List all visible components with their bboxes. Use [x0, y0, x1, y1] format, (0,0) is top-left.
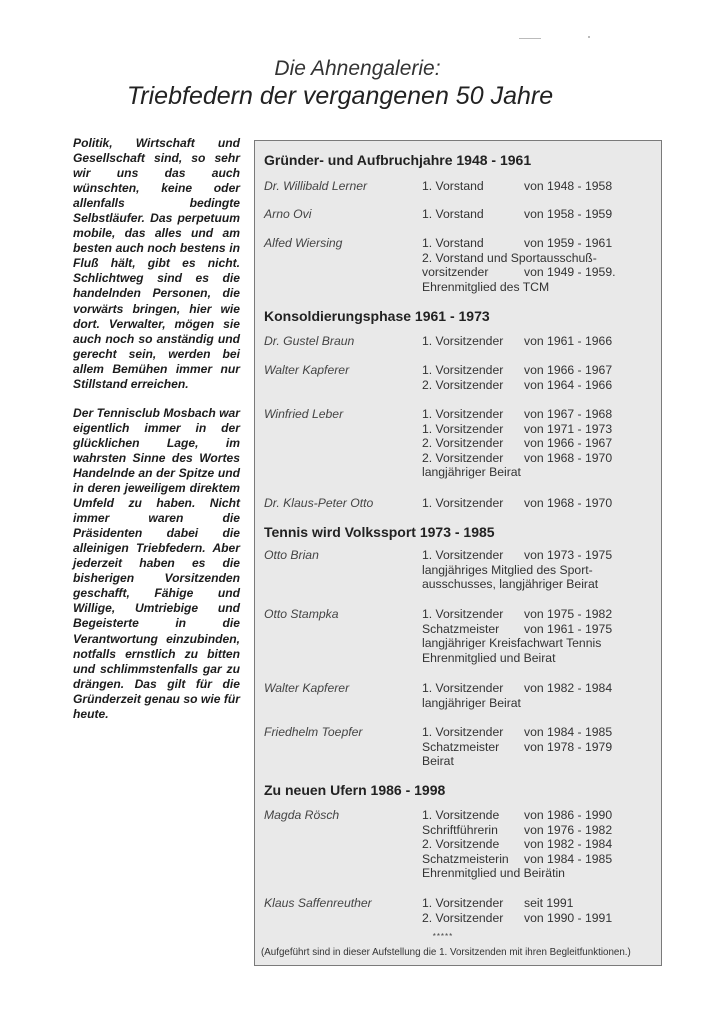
role-label: Ehrenmitglied des TCM [422, 279, 550, 294]
person-name: Arno Ovi [264, 207, 312, 221]
role-label: 1. Vorsitzender [422, 548, 504, 562]
person-name: Friedhelm Toepfer [264, 725, 363, 739]
person-name: Dr. Willibald Lerner [264, 179, 368, 193]
role-period: von 1982 - 1984 [524, 837, 613, 852]
role-period: von 1967 - 1968 [524, 407, 613, 421]
role-label: langjähriger Beirat [422, 465, 521, 480]
role-label: langjähriger Beirat [422, 695, 521, 710]
chronology-box [254, 140, 662, 966]
role-label: 1. Vorstand [422, 236, 484, 250]
role-label: 1. Vorsitzender [422, 363, 504, 377]
section-title: Tennis wird Volkssport 1973 - 1985 [264, 524, 495, 540]
role-period: von 1964 - 1966 [524, 377, 613, 392]
role-period: von 1986 - 1990 [524, 808, 613, 822]
role-label: 1. Vorsitzender [422, 421, 504, 436]
role-period: von 1966 - 1967 [524, 436, 613, 451]
person-name: Magda Rösch [264, 808, 340, 822]
role-period: von 1984 - 1985 [524, 725, 613, 739]
role-label: Schatzmeister [422, 739, 500, 754]
page-subtitle: Die Ahnengalerie: [274, 57, 441, 80]
role-period: von 1971 - 1973 [524, 421, 613, 436]
scan-mark [588, 36, 590, 38]
role-label: Schatzmeisterin [422, 851, 509, 866]
role-period: von 1973 - 1975 [524, 548, 613, 562]
role-label: langjähriges Mitglied des Sport- [422, 562, 593, 577]
role-label: Schatzmeister [422, 621, 500, 636]
person-name: Otto Brian [264, 548, 319, 562]
role-period: von 1976 - 1982 [524, 822, 613, 837]
person-name: Klaus Saffenreuther [264, 896, 372, 910]
footnote: (Aufgeführt sind in dieser Aufstellung die 1. Vorsitzenden mit ihren Begleitfunktionen.) [261, 947, 631, 958]
role-label: Ehrenmitglied und Beirat [422, 650, 556, 665]
role-label: ausschusses, langjähriger Beirat [422, 577, 599, 592]
person-name: Walter Kapferer [264, 363, 350, 377]
role-label: 2. Vorstand und Sportausschuß- [422, 250, 597, 265]
role-period: von 1984 - 1985 [524, 851, 613, 866]
role-label: vorsitzender [422, 265, 489, 280]
role-label: langjähriger Kreisfachwart Tennis [422, 636, 602, 651]
role-label: 1. Vorsitzender [422, 896, 504, 910]
role-label: 2. Vorsitzende [422, 837, 500, 852]
person-name: Winfried Leber [264, 407, 344, 421]
role-label: 1. Vorsitzender [422, 407, 504, 421]
role-label: 1. Vorstand [422, 207, 484, 221]
section-title: Konsoldierungsphase 1961 - 1973 [264, 308, 490, 324]
role-label: 1. Vorsitzender [422, 334, 504, 348]
person-name: Dr. Gustel Braun [264, 334, 355, 348]
person-name: Walter Kapferer [264, 681, 350, 695]
role-label: Beirat [422, 754, 454, 769]
role-period: von 1961 - 1966 [524, 334, 613, 348]
role-label: 2. Vorsitzender [422, 450, 504, 465]
role-label: 1. Vorsitzende [422, 808, 500, 822]
role-label: 1. Vorsitzender [422, 607, 504, 621]
role-label: 1. Vorsitzender [422, 496, 504, 510]
role-label: Schriftführerin [422, 822, 498, 837]
scan-mark [519, 38, 541, 39]
separator-stars: ***** [432, 932, 454, 941]
intro-text [73, 136, 240, 736]
section-title: Gründer- und Aufbruchjahre 1948 - 1961 [264, 152, 532, 168]
intro-paragraph: Der Tennisclub Mosbach war eigentlich immer in der glücklichen Lage, im wahrsten Sinne des Wortes Handelnde an der Spitze und in deren jeweiligem direktem Umfeld zu haben. Nicht immer waren die Präsidenten dabei die alleinigen Triebfedern. Aber jederzeit haben es die bisherigen Vorsitzenden geschafft, Fähige und Willige, Umtriebige und Begeisterte in die Verantwortung einzubinden, notfalls ernstlich zu bitten und schlimmstenfalls gar zu drängen. Das gilt für die Gründerzeit genau so wie für heute. [73, 405, 240, 721]
role-period: von 1961 - 1975 [524, 621, 613, 636]
person-name: Alfed Wiersing [264, 236, 343, 250]
role-period: von 1958 - 1959 [524, 207, 613, 221]
role-label: 2. Vorsitzender [422, 377, 504, 392]
person-name: Otto Stampka [264, 607, 339, 621]
role-label: Ehrenmitglied und Beirätin [422, 866, 565, 881]
role-period: von 1949 - 1959. [524, 265, 616, 280]
role-label: 2. Vorsitzender [422, 436, 504, 451]
page-title: Triebfedern der vergangenen 50 Jahre [126, 82, 554, 110]
role-period: von 1948 - 1958 [524, 179, 613, 193]
role-period: von 1968 - 1970 [524, 450, 613, 465]
role-period: von 1990 - 1991 [524, 910, 613, 925]
role-label: 1. Vorsitzender [422, 681, 504, 695]
section-title: Zu neuen Ufern 1986 - 1998 [264, 782, 446, 798]
role-label: 2. Vorsitzender [422, 910, 504, 925]
role-period: von 1978 - 1979 [524, 739, 613, 754]
role-period: von 1975 - 1982 [524, 607, 613, 621]
role-label: 1. Vorstand [422, 179, 484, 193]
role-period: von 1982 - 1984 [524, 681, 613, 695]
role-period: seit 1991 [524, 896, 574, 910]
intro-paragraph: Politik, Wirtschaft und Gesellschaft sind, so sehr wir uns das auch wünschten, keine oder allenfalls bedingte Selbstläufer. Das perpetuum mobile, das alles und am besten auch noch bestens in Fluß hält, gibt es nicht. Schlichtweg sind es die handelnden Personen, die vorwärts bringen, hier wie dort. Verwalter, mögen sie auch noch so anständig und gerecht sein, werden bei allem Bemühen immer nur Stillstand erreichen. [73, 136, 240, 391]
person-name: Dr. Klaus-Peter Otto [264, 496, 374, 510]
role-period: von 1968 - 1970 [524, 496, 613, 510]
role-period: von 1959 - 1961 [524, 236, 613, 250]
role-period: von 1966 - 1967 [524, 363, 613, 377]
role-label: 1. Vorsitzender [422, 725, 504, 739]
